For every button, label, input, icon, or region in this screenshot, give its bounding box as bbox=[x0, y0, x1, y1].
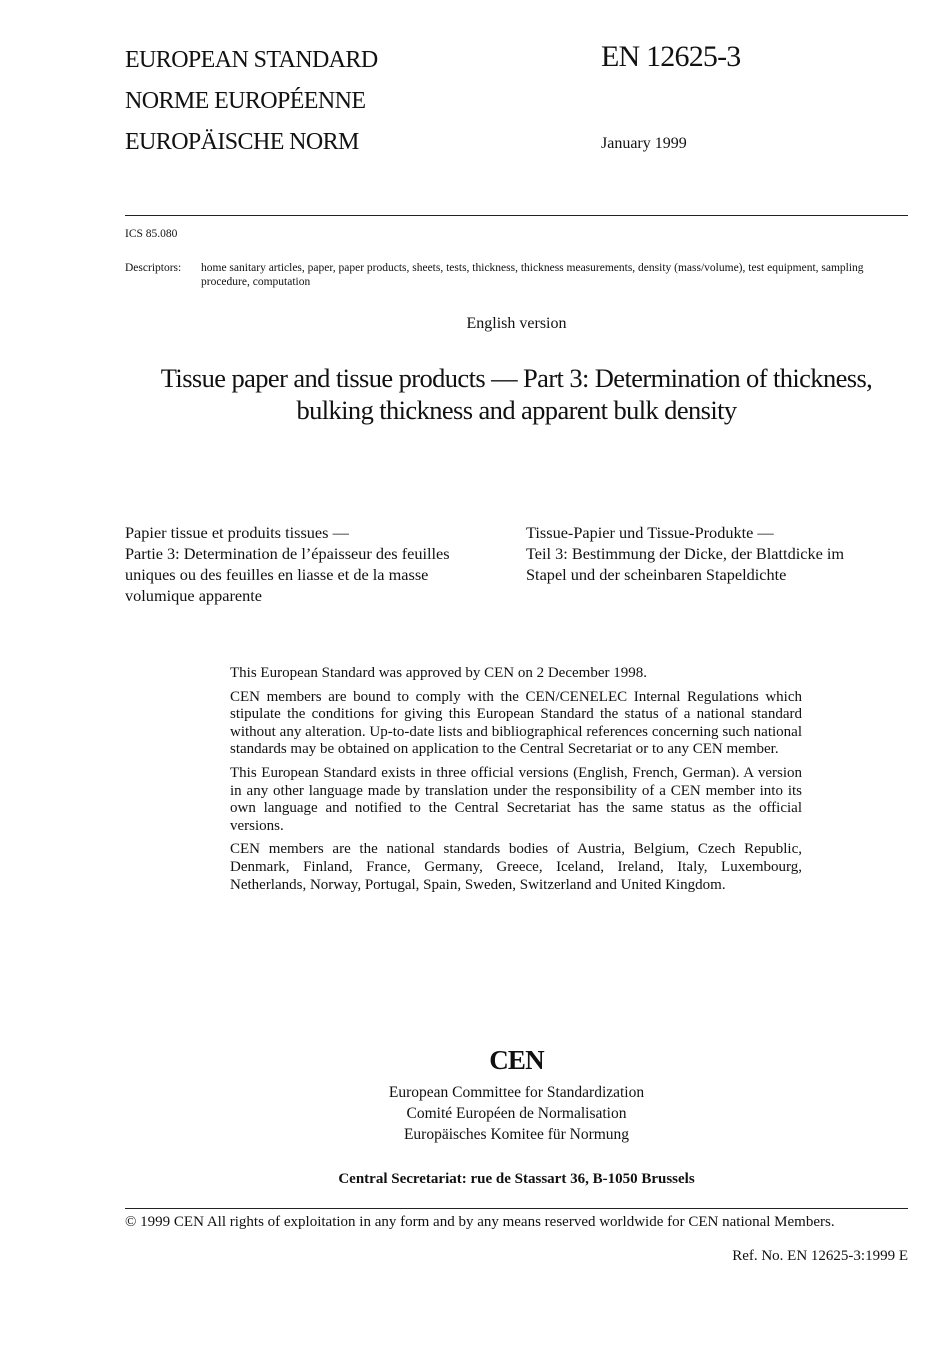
ics-code: ICS 85.080 bbox=[125, 228, 178, 240]
french-title-line: Partie 3: Determination de l’épaisseur des feuilles bbox=[125, 544, 450, 563]
french-title bbox=[125, 522, 450, 606]
standard-type-french: NORME EUROPÉENNE bbox=[125, 88, 366, 114]
german-title bbox=[526, 522, 844, 585]
descriptors-text: home sanitary articles, paper, paper products, sheets, tests, thickness, thickness measurements, density (mass/volume), test equipment, sampling procedure, computation bbox=[201, 262, 864, 288]
standard-type-block bbox=[125, 46, 378, 156]
language-version: English version bbox=[466, 315, 567, 332]
central-secretariat-address: Central Secretariat: rue de Stassart 36, B-1050 Brussels bbox=[338, 1171, 695, 1187]
cen-name-german: Europäisches Komitee für Normung bbox=[403, 1126, 630, 1143]
french-title-line: Papier tissue et produits tissues — bbox=[125, 523, 349, 542]
french-title-line: volumique apparente bbox=[125, 586, 262, 605]
publication-date: January 1999 bbox=[601, 135, 687, 152]
cen-names bbox=[125, 1082, 908, 1145]
approval-paragraph: CEN members are bound to comply with the CEN/CENELEC Internal Regulations which stipulate the conditions for giving this European Standard the status of a national standard without any alteration. Up-to-date lists and bibliographical references concerning such national standards may be obtained on application to the Central Secretariat or to any CEN member. bbox=[230, 688, 802, 758]
german-title-line: Teil 3: Bestimmung der Dicke, der Blattdicke im bbox=[526, 544, 845, 563]
cen-logo: CEN bbox=[489, 1045, 544, 1075]
approval-notes bbox=[230, 665, 802, 900]
footer-divider bbox=[125, 1208, 908, 1209]
french-title-line: uniques ou des feuilles en liasse et de la masse bbox=[125, 565, 429, 584]
approval-paragraph: This European Standard was approved by CEN on 2 December 1998. bbox=[230, 665, 647, 681]
cen-name-french: Comité Européen de Normalisation bbox=[406, 1105, 627, 1122]
german-title-line: Tissue-Papier und Tissue-Produkte — bbox=[526, 523, 774, 542]
german-title-line: Stapel und der scheinbaren Stapeldichte bbox=[526, 565, 787, 584]
document-title: Tissue paper and tissue products — Part 3: Determination of thickness, bulking thickness and apparent bulk density bbox=[160, 363, 873, 425]
standard-type-german: EUROPÄISCHE NORM bbox=[125, 129, 359, 155]
reference-number: Ref. No. EN 12625-3:1999 E bbox=[732, 1248, 908, 1264]
header-divider bbox=[125, 215, 908, 216]
approval-paragraph: This European Standard exists in three official versions (English, French, German). A version in any other language made by translation under the responsibility of a CEN member into its own language and notified to the Central Secretariat has the same status as the official versions. bbox=[230, 764, 802, 834]
standard-type-english: EUROPEAN STANDARD bbox=[125, 47, 378, 73]
standard-number: EN 12625-3 bbox=[601, 40, 741, 73]
descriptors-label: Descriptors: bbox=[125, 262, 182, 274]
approval-paragraph: CEN members are the national standards bodies of Austria, Belgium, Czech Republic, Denmark, Finland, France, Germany, Greece, Iceland, Ireland, Italy, Luxembourg, Netherlands, Norway, Portugal, Spain, Sweden, Switzerland and United Kingdom. bbox=[230, 841, 802, 893]
descriptors bbox=[125, 261, 909, 289]
copyright-notice: © 1999 CEN All rights of exploitation in any form and by any means reserved worldwide for CEN national Members. bbox=[125, 1214, 835, 1230]
cen-name-english: European Committee for Standardization bbox=[388, 1084, 645, 1101]
